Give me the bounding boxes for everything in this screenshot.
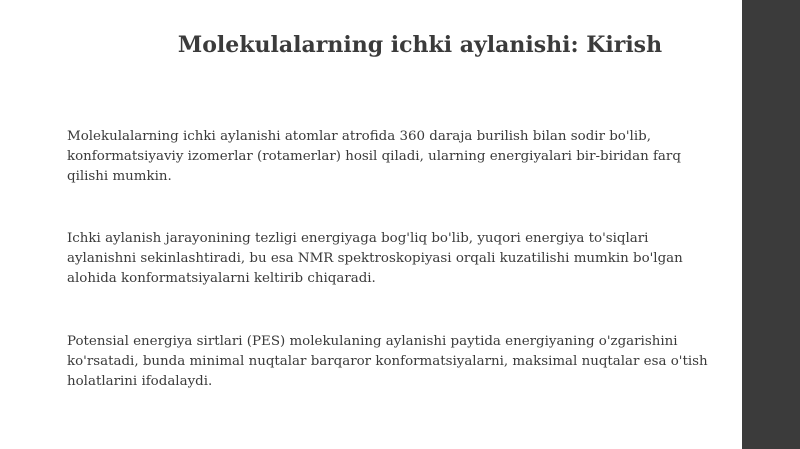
paragraph-line: Ichki aylanish jarayonining tezligi energiyaga bog'liq bo'lib, yuqori energiya to'siqlari: [67, 231, 649, 246]
paragraph-line: Potensial energiya sirtlari (PES) molekulaning aylanishi paytida energiyaning o'zgarishini: [67, 334, 678, 349]
paragraph-2: [67, 229, 742, 289]
paragraph-line: ko'rsatadi, bunda minimal nuqtalar barqaror konformatsiyalarni, maksimal nuqtalar esa o'tish: [67, 354, 708, 369]
paragraph-line: alohida konformatsiyalarni keltirib chiqaradi.: [67, 271, 376, 286]
paragraph-line: aylanishni sekinlashtiradi, bu esa NMR spektroskopiyasi orqali kuzatilishi mumkin bo'lgan: [67, 251, 683, 266]
paragraph-line: Molekulalarning ichki aylanishi atomlar atrofida 360 daraja burilish bilan sodir bo'lib,: [67, 129, 651, 144]
paragraph-line: konformatsiyaviy izomerlar (rotamerlar) hosil qiladi, ularning energiyalari bir-biridan farq: [67, 149, 681, 164]
paragraph-line: holatlarini ifodalaydi.: [67, 374, 213, 389]
side-panel-strip: [742, 0, 800, 449]
paragraph-1: [67, 127, 742, 187]
paragraph-3: [67, 332, 742, 392]
slide-title: Molekulalarning ichki aylanishi: Kirish: [177, 32, 663, 58]
paragraph-line: qilishi mumkin.: [67, 169, 172, 184]
